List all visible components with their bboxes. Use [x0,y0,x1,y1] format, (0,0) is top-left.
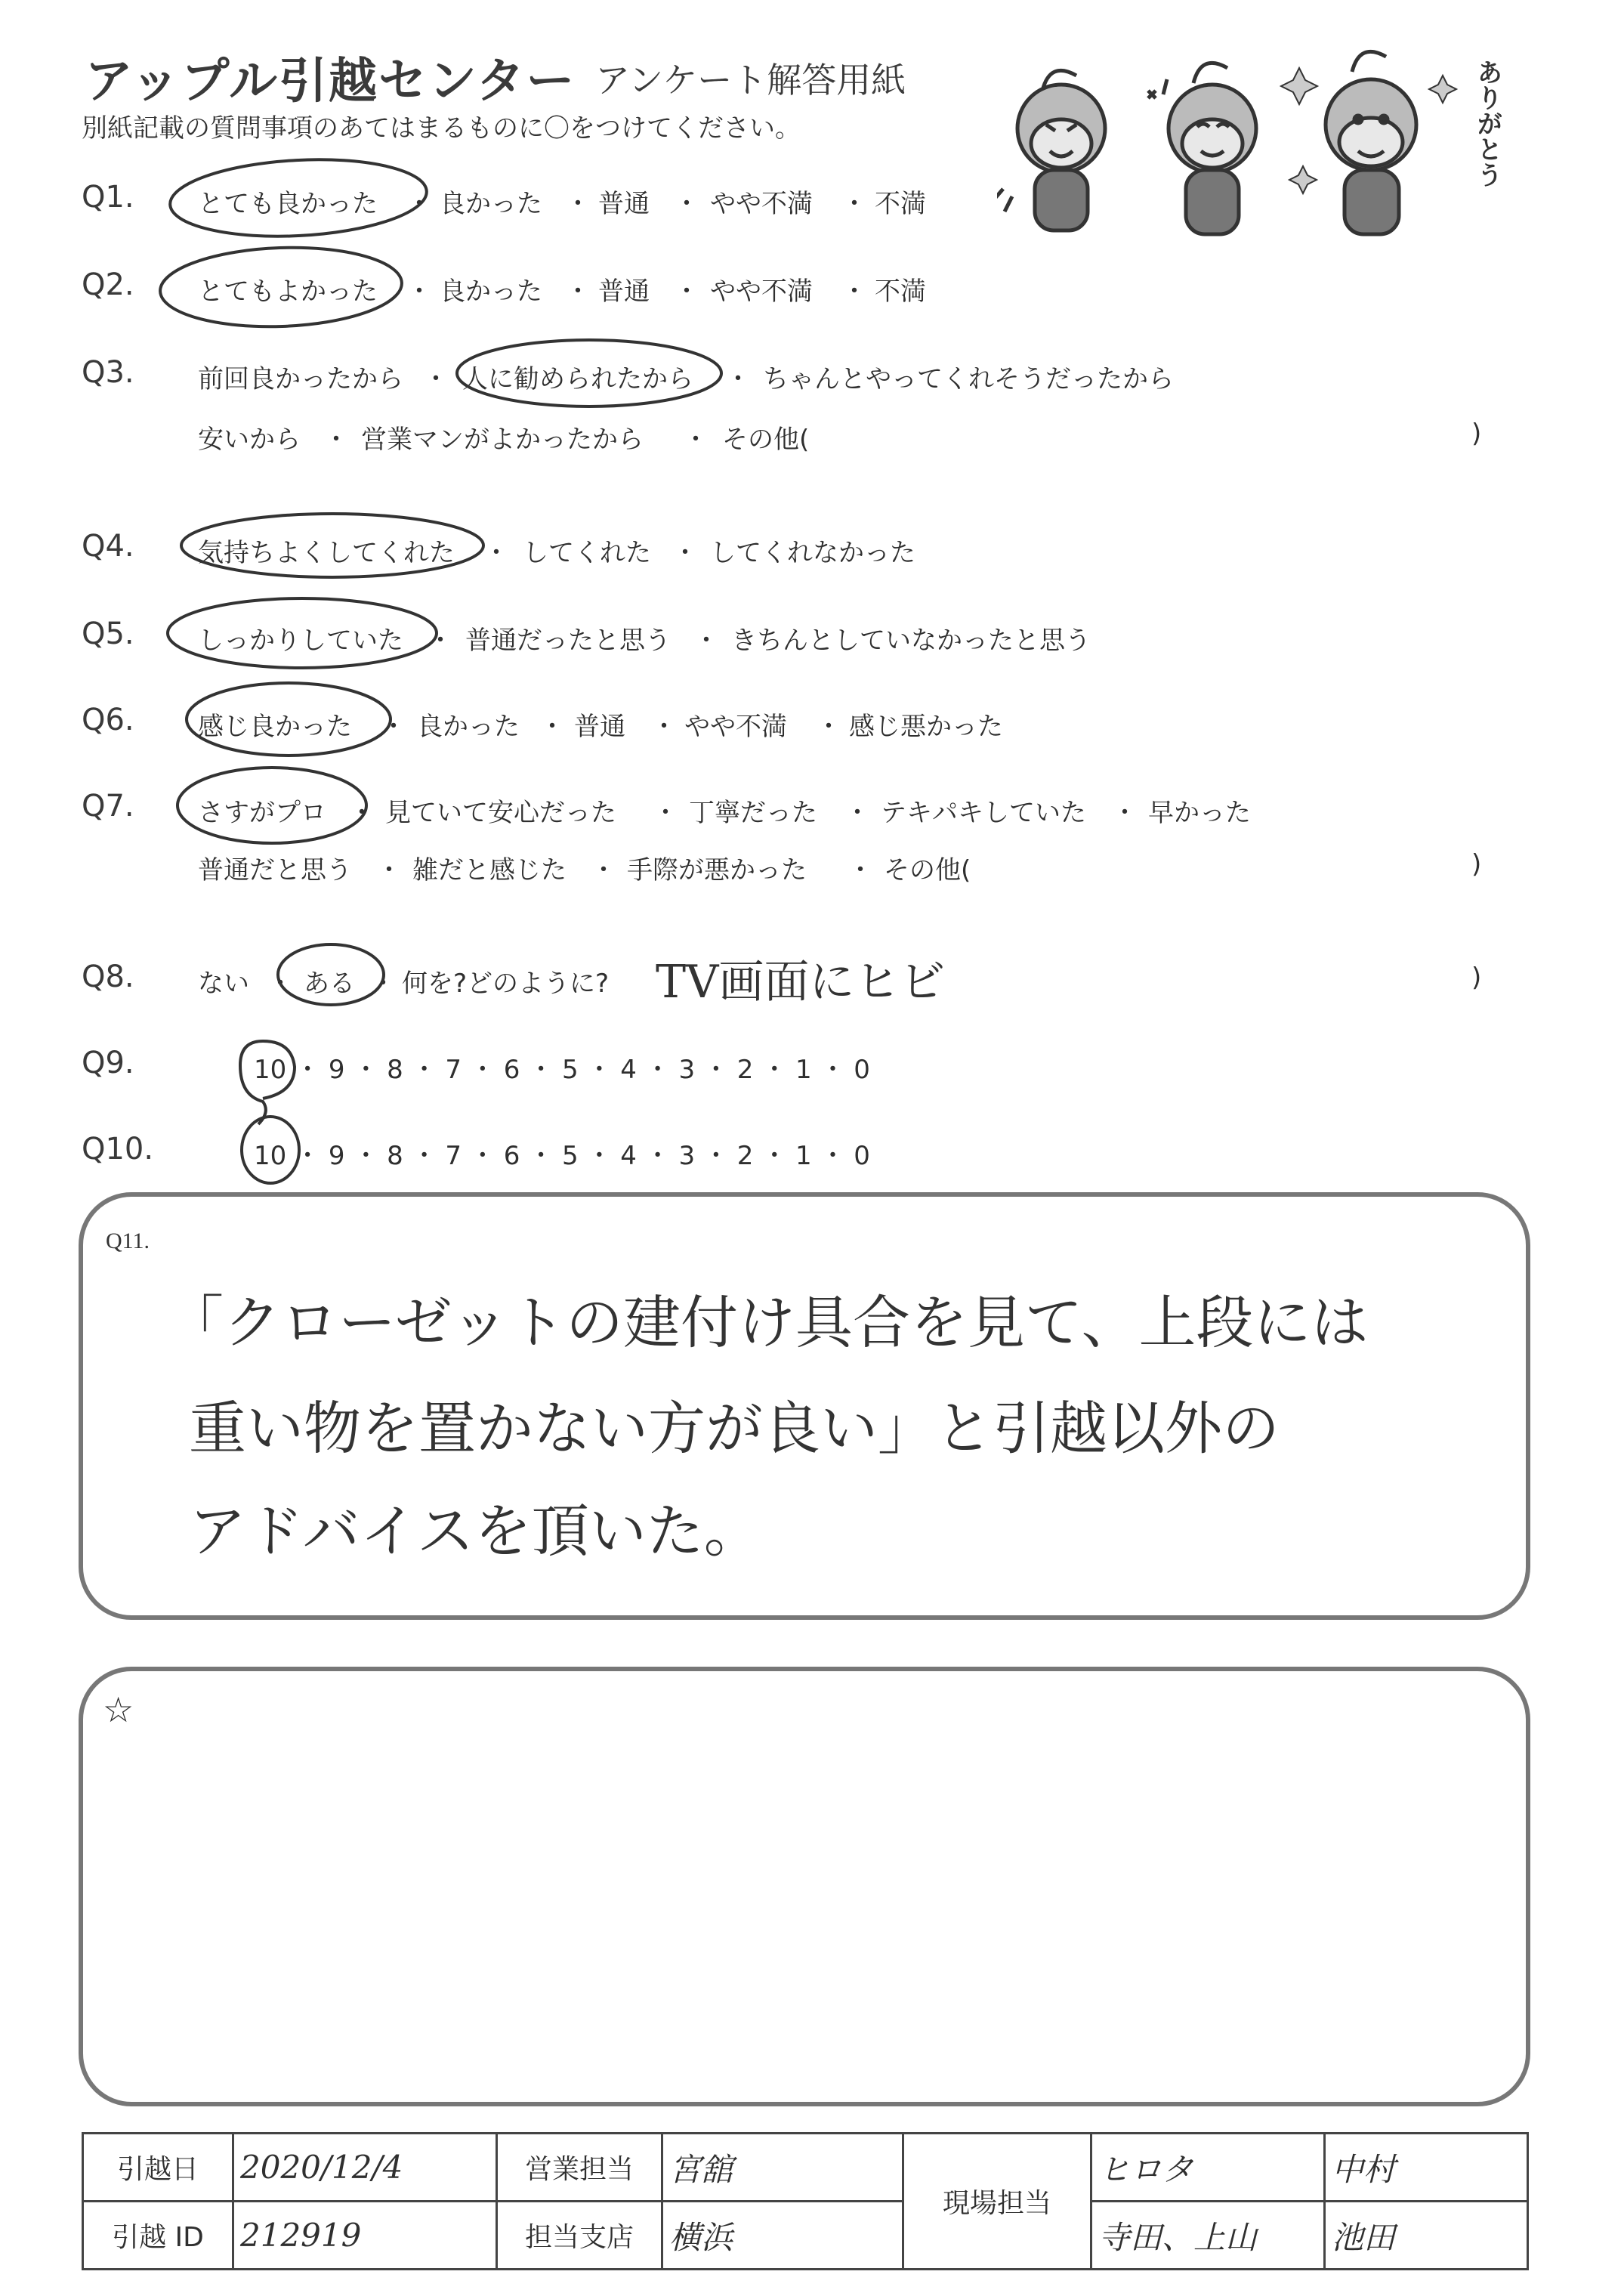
site-staff-value[interactable]: 中村 [1325,2134,1528,2202]
q2-label: Q2. [82,267,134,302]
q10-value[interactable]: 8 [387,1141,403,1171]
site-staff-value[interactable]: ヒロタ [1091,2134,1325,2202]
q3-option[interactable]: ちゃんとやってくれそうだったから [763,364,1174,394]
q6-option[interactable]: 感じ良かった [198,712,352,742]
move-id-value[interactable]: 212919 [233,2202,497,2270]
q11-label: Q11. [106,1228,150,1253]
q4-option[interactable]: してくれなかった [710,538,915,568]
q11-comment-line: アドバイスを頂いた。 [189,1497,761,1565]
site-staff-value[interactable]: 寺田、上山 [1091,2202,1325,2270]
q7-option[interactable]: 普通だと思う [198,855,352,885]
q9-value[interactable]: 7 [445,1055,462,1085]
q9-selection-circle [240,1041,295,1124]
q2-option[interactable]: 良かった [440,277,542,307]
q8-label: Q8. [82,960,134,994]
q9-label: Q9. [82,1046,134,1080]
q10-value[interactable]: 2 [736,1141,754,1171]
q10-value[interactable]: 0 [854,1141,870,1171]
thanks-vertical-text: ありがとう [1472,59,1502,187]
q10-value[interactable]: 4 [620,1141,637,1171]
q2-option[interactable]: 普通 [598,277,650,307]
q10-label: Q10. [82,1132,154,1167]
q3-other[interactable]: その他( [722,425,810,455]
q4-option[interactable]: してくれた [523,538,651,568]
q10-scale: 10 ・ 9 ・ 8 ・ 7 ・ 6 ・ 5 ・ 4 ・ 3 ・ 2 ・ 1 ・ 0 [254,1141,870,1171]
q7-option[interactable]: さすがプロ [198,798,326,828]
q9-value[interactable]: 5 [561,1055,579,1085]
q11-comment-line: 重い物を置かない方が良い」と引越以外の [189,1395,1280,1462]
q10-value[interactable]: 6 [503,1141,520,1171]
q8-close-paren: ) [1471,963,1482,993]
branch-label: 担当支店 [497,2202,662,2270]
q3-option[interactable]: 安いから [198,425,301,455]
q7-option[interactable]: 雑だと感じた [412,855,567,885]
q3-option[interactable]: 営業マンがよかったから [361,425,644,455]
move-date-value[interactable]: 2020/12/4 [233,2134,497,2202]
q9-value[interactable]: 9 [328,1055,345,1085]
q6-label: Q6. [82,703,134,737]
q1-option[interactable]: やや不満 [710,189,813,219]
instruction-text: 別紙記載の質問事項のあてはまるものに〇をつけてください。 [82,113,801,144]
q3-selection-circle [457,340,721,406]
q7-option[interactable]: 早かった [1148,798,1251,828]
q9-value[interactable]: 2 [736,1055,754,1085]
q5-option[interactable]: きちんとしていなかったと思う [731,626,1091,656]
q7-close-paren: ) [1471,849,1482,879]
q9-value[interactable]: 4 [620,1055,637,1085]
q7-option[interactable]: テキパキしていた [881,798,1086,828]
q10-selection-circle [242,1117,299,1183]
q9-value[interactable]: 6 [503,1055,520,1085]
q3-option[interactable]: 人に勧められたから [462,364,693,394]
q8-selection-circle [278,944,384,1005]
q10-value[interactable]: 5 [561,1141,579,1171]
q4-option[interactable]: 気持ちよくしてくれた [198,538,455,568]
q7-option[interactable]: 見ていて安心だった [385,798,616,828]
q7-other[interactable]: その他( [884,855,971,885]
free-comment-box[interactable] [79,1667,1530,2106]
q5-option[interactable]: しっかりしていた [198,626,403,656]
q10-value[interactable]: 3 [678,1141,696,1171]
q10-value[interactable]: 7 [445,1141,462,1171]
q3-close-paren: ) [1471,419,1482,449]
site-staff-value[interactable]: 池田 [1325,2202,1528,2270]
move-id-label: 引越 ID [83,2202,233,2270]
q1-option[interactable]: 良かった [440,189,542,219]
q7-option[interactable]: 手際が悪かった [627,855,807,885]
q1-label: Q1. [82,180,134,215]
sales-label: 営業担当 [497,2134,662,2202]
q11-comment-line: 「クローゼットの建付け具合を見て、上段には [166,1289,1369,1356]
q9-value[interactable]: 8 [387,1055,403,1085]
q1-option[interactable]: 普通 [598,189,650,219]
q5-option[interactable]: 普通だったと思う [465,626,671,656]
q5-label: Q5. [82,617,134,651]
q5-selection-circle [168,598,437,668]
star-icon: ☆ [103,1689,134,1730]
q6-option[interactable]: やや不満 [684,712,787,742]
q6-option[interactable]: 良かった [417,712,520,742]
q2-selection-circle [159,243,403,330]
q8-option-some[interactable]: ある [304,969,355,999]
q8-handwritten-answer[interactable]: TV画面にヒビ [656,956,946,1009]
q2-option[interactable]: とてもよかった [198,277,378,307]
q9-value[interactable]: 1 [795,1055,812,1085]
q2-option[interactable]: やや不満 [710,277,813,307]
q8-prompt: 何を?どのように? [402,969,610,999]
q9-value[interactable]: 10 [254,1055,287,1085]
q9-value[interactable]: 3 [678,1055,696,1085]
q1-option[interactable]: 不満 [875,189,926,219]
move-date-label: 引越日 [83,2134,233,2202]
footer-info-table [82,2132,1529,2270]
q3-label: Q3. [82,355,134,390]
branch-value[interactable]: 横浜 [662,2202,903,2270]
q2-option[interactable]: 不満 [875,277,926,307]
q6-option[interactable]: 感じ悪かった [849,712,1003,742]
q3-option[interactable]: 前回良かったから [198,364,403,394]
q10-value[interactable]: 10 [254,1141,287,1171]
q6-option[interactable]: 普通 [574,712,625,742]
q6-selection-circle [187,683,391,756]
q9-value[interactable]: 0 [854,1055,870,1085]
q8-option-none[interactable]: ない [198,969,249,999]
q4-selection-circle [181,514,483,577]
brand-title: アップル引越センター [85,54,576,110]
q7-option[interactable]: 丁寧だった [689,798,817,828]
q1-selection-circle [168,153,429,243]
q1-option[interactable]: とても良かった [198,189,378,219]
q10-value[interactable]: 1 [795,1141,812,1171]
q10-value[interactable]: 9 [328,1141,345,1171]
q4-label: Q4. [82,529,134,564]
form-subtitle: アンケート解答用紙 [595,60,906,100]
q7-label: Q7. [82,789,134,824]
sales-value[interactable]: 宮舘 [662,2134,903,2202]
q7-selection-circle [178,768,366,843]
q9-scale: 10 ・ 9 ・ 8 ・ 7 ・ 6 ・ 5 ・ 4 ・ 3 ・ 2 ・ 1 ・ 0 [254,1055,870,1085]
site-staff-label: 現場担当 [903,2134,1091,2270]
